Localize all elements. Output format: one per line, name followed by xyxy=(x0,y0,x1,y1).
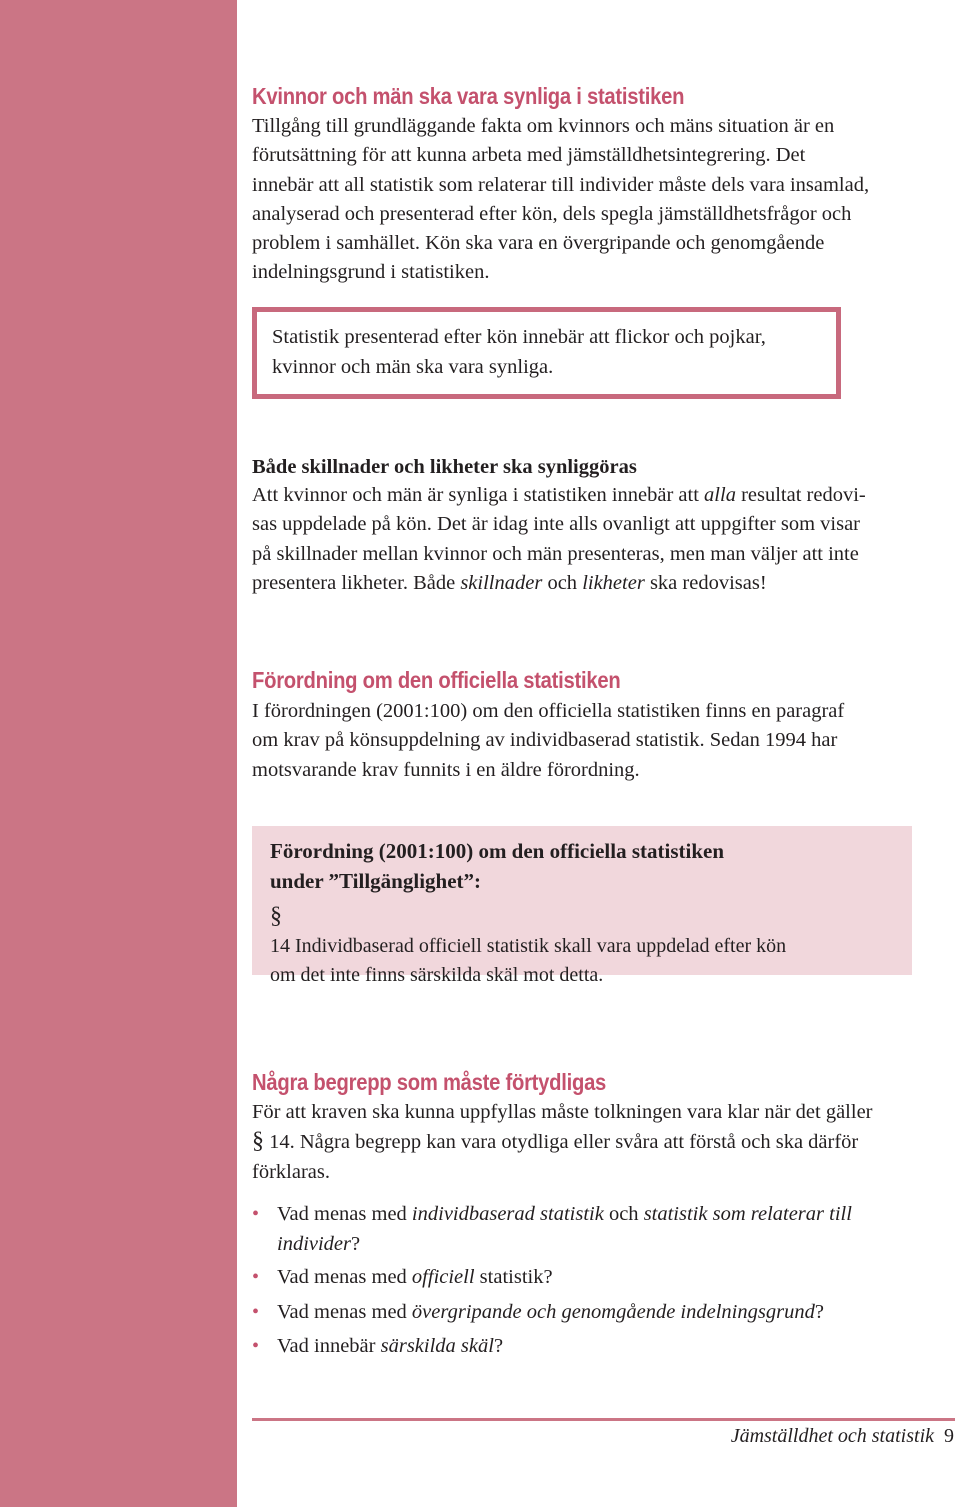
section-heading-forordning: Förordning om den officiella statistiken xyxy=(252,667,621,693)
section-heading-synlighet: Kvinnor och män ska vara synliga i statistiken xyxy=(252,83,685,109)
list-item: • Vad menas med individbaserad statistik och statistik som relaterar till individer? xyxy=(252,1200,852,1259)
callout-box xyxy=(252,307,841,399)
section-heading-skillnader: Både skillnader och likheter ska synliggöras xyxy=(252,456,637,478)
bullet-icon: • xyxy=(252,1266,260,1288)
callout-text: Statistik presenterad efter kön innebär att flickor och pojkar, kvinnor och män ska vara synliga. xyxy=(272,326,766,378)
section2-paragraph: Att kvinnor och män är synliga i statistiken innebär att alla resultat redovi- sas uppdelade på kön. Det är idag inte alls ovanligt att uppgifter som visar på skillnader mellan kvinnor och män presenteras, men man väljer att inte presentera likheter. Både skillnader och likheter ska redovisas! xyxy=(252,484,866,594)
regulation-box xyxy=(252,826,912,986)
bullet-icon: • xyxy=(252,1300,260,1323)
footer-publication-title: Jämställdhet och statistik xyxy=(730,1425,934,1447)
section1-paragraph: Tillgång till grundläggande fakta om kvinnors och mäns situation är en förutsättning för att kunna arbeta med jämställdhetsintegrering. Det innebär att all statistik som relaterar till individer måste dels vara insamlad, analyserad och presenterad efter kön, dels spegla jämställdhetsfrågor och problem i samhället. Kön ska vara en övergripande och genomgående indelningsgrund i statistiken. xyxy=(252,115,870,284)
footer-divider xyxy=(252,1418,955,1421)
page-footer xyxy=(731,1425,954,1448)
list-item: • Vad innebär särskilda skäl? xyxy=(252,1332,852,1362)
page-number: 9 xyxy=(944,1425,954,1447)
section-heading-begrepp: Några begrepp som måste förtydligas xyxy=(252,1069,607,1095)
bullet-icon: • xyxy=(252,1335,260,1357)
section3-paragraph: I förordningen (2001:100) om den officiella statistiken finns en paragraf om krav på könsuppdelning av individbaserad statistik. Sedan 1994 har motsvarande krav funnits i en äldre förordning. xyxy=(252,700,845,781)
list-item: • Vad menas med övergripande och genomgående indelningsgrund? xyxy=(252,1298,852,1328)
section4-paragraph: För att kraven ska kunna uppfyllas måste tolkningen vara klar när det gäller § 14. Några begrepp kan vara otydliga eller svåra att förstå och ska därför förklaras. xyxy=(252,1101,873,1183)
question-list xyxy=(252,1200,852,1362)
list-item: • Vad menas med officiell statistik? xyxy=(252,1263,852,1293)
regulation-text: § 14 Individbaserad officiell statistik skall vara uppdelad efter kön om det inte finns särskilda skäl mot detta. xyxy=(270,903,787,986)
regulation-title: Förordning (2001:100) om den officiella statistiken under ”Tillgänglighet”: xyxy=(270,839,725,893)
section-sign-icon: § xyxy=(252,1128,264,1155)
bullet-icon: • xyxy=(252,1203,260,1225)
left-sidebar-band xyxy=(0,0,237,1507)
section-sign-icon: § xyxy=(270,903,282,929)
